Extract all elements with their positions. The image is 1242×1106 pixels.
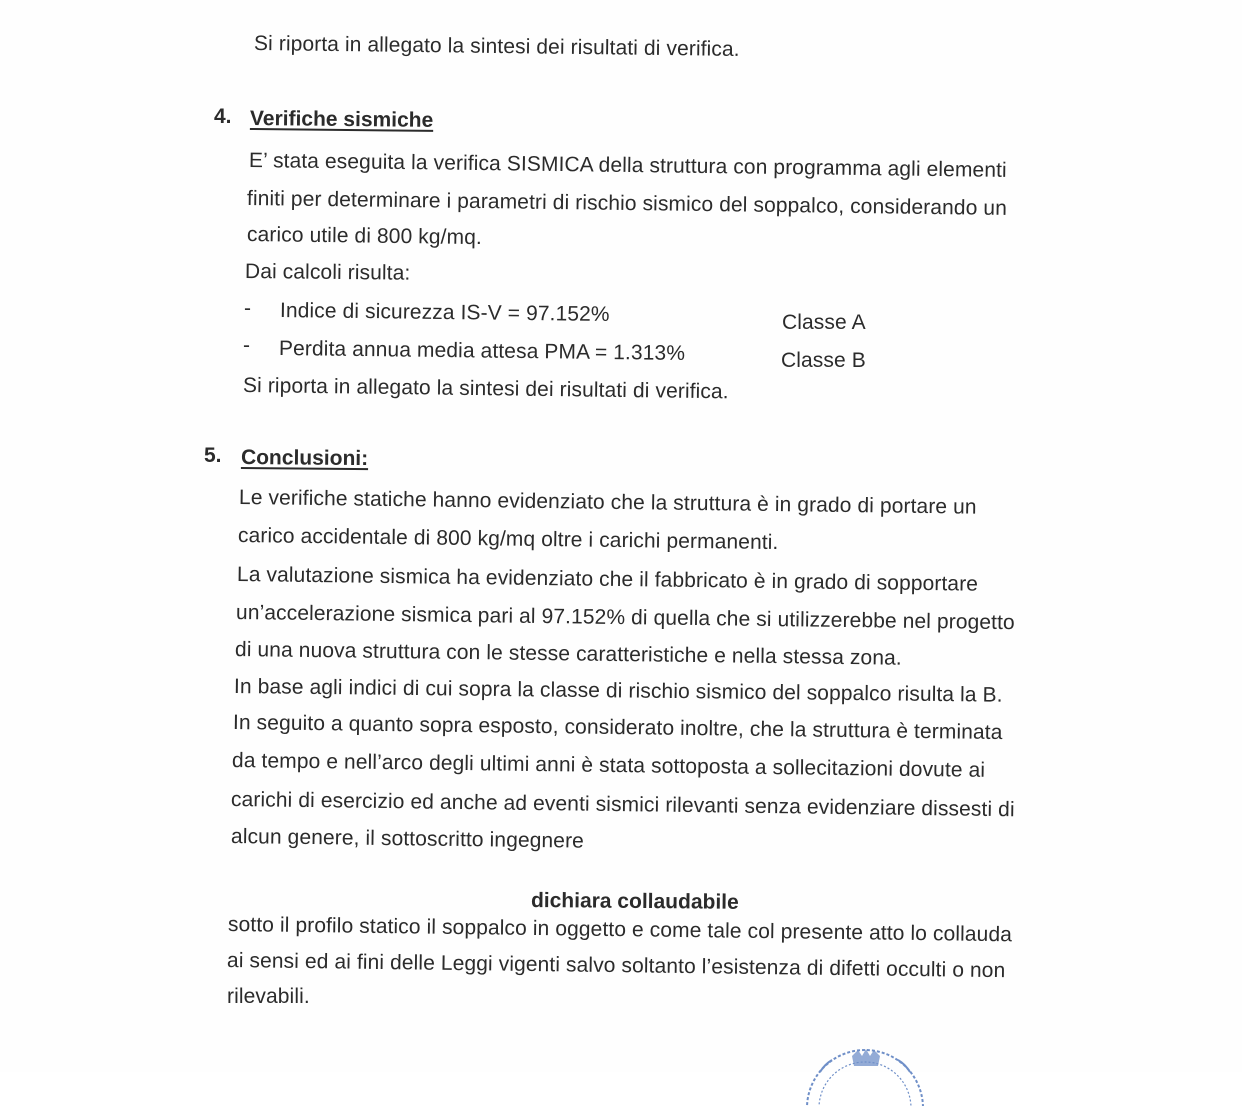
section-5-line: carico accidentale di 800 kg/mq oltre i carichi permanenti.	[237, 524, 779, 555]
result-text: Indice di sicurezza IS-V = 97.152%	[279, 299, 610, 327]
result-class: Classe B	[781, 349, 866, 372]
final-line: sotto il profilo statico il soppalco in oggetto e come tale col presente atto lo collauda	[227, 913, 1013, 947]
section-5-line: La valutazione sismica ha evidenziato che il fabbricato è in grado di sopportare	[236, 563, 979, 596]
result-bullet: -	[244, 297, 252, 320]
declaration-heading: dichiara collaudabile	[530, 889, 739, 914]
final-line: ai sensi ed ai fini delle Leggi vigenti salvo soltanto l’esistenza di difetti occulti o non	[226, 949, 1006, 983]
section-5-title: Conclusioni:	[240, 446, 369, 471]
section-4-paragraph-line: carico utile di 800 kg/mq.	[246, 223, 483, 250]
section-5-line: di una nuova struttura con le stesse caratteristiche e nella stessa zona.	[234, 638, 902, 670]
result-bullet: -	[243, 334, 251, 357]
section-4-number: 4.	[214, 105, 232, 128]
section-5-line: Le verifiche statiche hanno evidenziato che la struttura è in grado di portare un	[238, 486, 977, 519]
stamp-seal-icon	[800, 1046, 930, 1106]
section-5-line: In seguito a quanto sopra esposto, considerato inoltre, che la struttura è terminata	[232, 711, 1003, 745]
section-4-closing: Si riporta in allegato la sintesi dei risultati di verifica.	[242, 374, 729, 404]
intro-text: Si riporta in allegato la sintesi dei risultati di verifica.	[253, 32, 740, 61]
section-4-title: Verifiche sismiche	[249, 107, 434, 132]
section-5-line: carichi di esercizio ed anche ad eventi sismici rilevanti senza evidenziare dissesti di	[230, 788, 1015, 822]
section-5-line: da tempo e nell’arco degli ultimi anni è stata sottoposta a sollecitazioni dovute ai	[231, 749, 986, 782]
section-4-paragraph-line: E’ stata eseguita la verifica SISMICA della struttura con programma agli elementi	[248, 149, 1007, 182]
section-5-line: un’accelerazione sismica pari al 97.152% di quella che si utilizzerebbe nel progetto	[235, 601, 1015, 635]
result-text: Perdita annua media attesa PMA = 1.313%	[278, 337, 686, 365]
results-intro: Dai calcoli risulta:	[244, 260, 411, 285]
section-4-paragraph-line: finiti per determinare i parametri di rischio sismico del soppalco, considerando un	[246, 187, 1008, 220]
section-5-line: In base agli indici di cui sopra la classe di rischio sismico del soppalco risulta la B.	[233, 675, 1003, 707]
section-5-number: 5.	[204, 444, 222, 467]
section-5-line: alcun genere, il sottoscritto ingegnere	[230, 825, 585, 853]
result-class: Classe A	[782, 311, 866, 334]
final-line: rilevabili.	[227, 985, 310, 1008]
